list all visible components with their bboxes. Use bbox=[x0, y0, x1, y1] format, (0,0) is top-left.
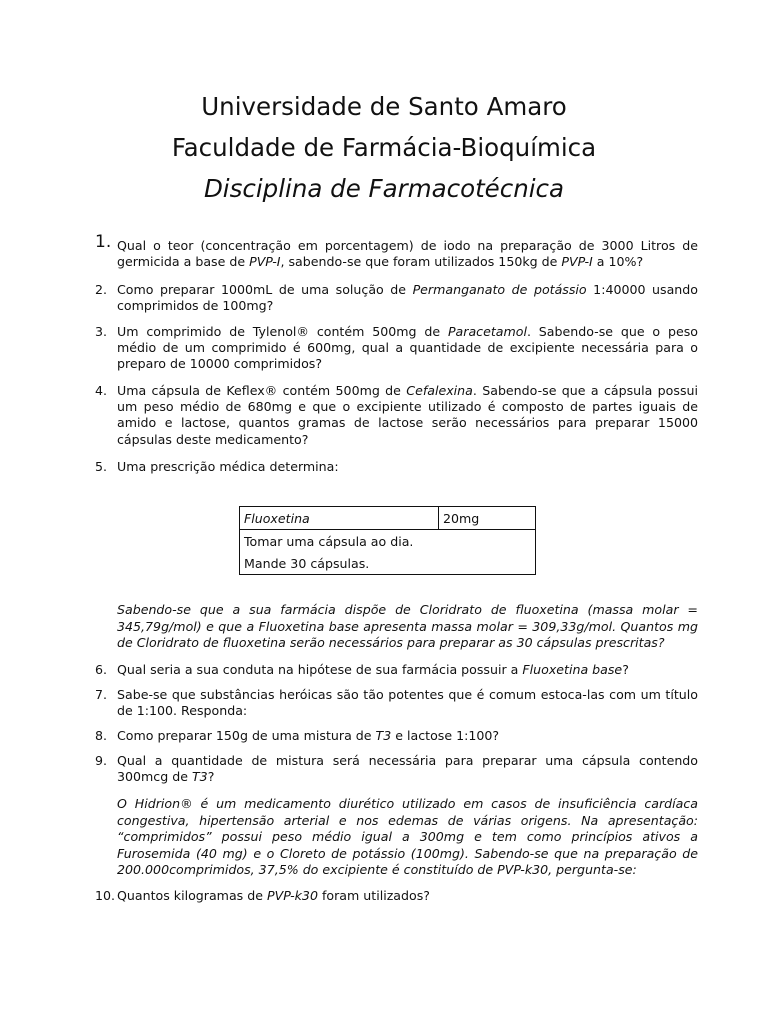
text-segment: Como preparar 1000mL de uma solução de bbox=[117, 282, 413, 297]
text-segment: , sabendo-se que foram utilizados 150kg de bbox=[280, 254, 562, 270]
italic-term: PVP-I bbox=[249, 254, 281, 270]
italic-term: Paracetamol bbox=[447, 324, 527, 339]
question-3 bbox=[95, 324, 698, 373]
question-text bbox=[117, 324, 698, 373]
question-10 bbox=[95, 888, 698, 904]
question-text bbox=[117, 383, 698, 448]
italic-term: PVP-I bbox=[561, 254, 593, 270]
question-2 bbox=[95, 282, 698, 314]
text-segment: . Sabendo-se que a cápsula possui um peso médio de 680mg e que o excipiente utilizado é composto de partes iguais de amido e lactose, quantos gramas de lactose serão necessários para preparar 15000 cápsulas deste medicamento? bbox=[117, 383, 698, 447]
text-segment: 1:40000 usando comprimidos de 100mg? bbox=[117, 282, 698, 314]
question-number: 1. bbox=[95, 232, 112, 252]
question-number: 8. bbox=[95, 728, 108, 743]
question-number: 7. bbox=[95, 687, 108, 702]
question-6 bbox=[95, 662, 698, 678]
text-segment: Qual seria a sua conduta na hipótese de sua farmácia possuir a bbox=[117, 662, 523, 677]
question-text: Sabe-se que substâncias heróicas são tão potentes que é comum estoca-las com um título de 1:100. Responda: bbox=[117, 687, 698, 719]
prescription-table bbox=[239, 506, 536, 575]
text-segment: ? bbox=[622, 662, 629, 677]
text-segment: ? bbox=[207, 769, 215, 785]
italic-term: Fluoxetina base bbox=[522, 662, 623, 677]
question-text bbox=[117, 238, 698, 270]
prescription-quantity: Mande 30 cápsulas. bbox=[240, 552, 536, 575]
question-text bbox=[117, 662, 698, 678]
italic-term: T3 bbox=[375, 728, 392, 743]
text-segment: . Sabendo-se que o peso médio de um comprimido é 600mg, qual a quantidade de excipiente necessária para o preparo de 10000 comprimidos? bbox=[117, 324, 698, 372]
question-text bbox=[117, 753, 698, 785]
question-number: 10. bbox=[95, 888, 116, 903]
question-5 bbox=[95, 459, 698, 475]
italic-term: T3 bbox=[191, 769, 208, 785]
question-text bbox=[117, 728, 698, 744]
prescription-drug: Fluoxetina bbox=[240, 507, 439, 530]
text-segment: Qual a quantidade de mistura será necessária para preparar uma cápsula contendo 300mcg de bbox=[117, 753, 698, 785]
question-text bbox=[117, 888, 698, 904]
document-header bbox=[0, 86, 768, 209]
discipline-title: Disciplina de Farmacotécnica bbox=[203, 174, 565, 203]
italic-term: Permanganato de potássio bbox=[412, 282, 587, 297]
question-number: 5. bbox=[95, 459, 108, 474]
fluoxetine-paragraph: Sabendo-se que a sua farmácia dispõe de Cloridrato de fluoxetina (massa molar = 345,79g/mol) e que a Fluoxetina base apresenta massa molar = 309,33g/mol. Quantos mg de Cloridrato de fluoxetina serão necessários para preparar as 30 cápsulas prescritas? bbox=[117, 602, 698, 651]
question-number: 2. bbox=[95, 282, 108, 297]
university-title: Universidade de Santo Amaro bbox=[201, 92, 567, 121]
question-7 bbox=[95, 687, 698, 719]
text-segment: a 10%? bbox=[592, 254, 644, 270]
question-4 bbox=[95, 383, 698, 448]
text-segment: foram utilizados? bbox=[317, 888, 430, 903]
hidrion-paragraph: O Hidrion® é um medicamento diurético utilizado em casos de insuficiência cardíaca congestiva, hipertensão arterial e nos edemas de várias origens. Na apresentação: “comprimidos” possui peso médio igual a 300mg e tem como princípios ativos a Furosemida (40 mg) e o Cloreto de potássio (100mg). Sabendo-se que na preparação de 200.000comprimidos, 37,5% do excipiente é constituído de PVP-k30, pergunta-se: bbox=[117, 796, 698, 878]
question-text: Uma prescrição médica determina: bbox=[117, 459, 339, 474]
question-number: 6. bbox=[95, 662, 108, 677]
prescription-dose: 20mg bbox=[439, 507, 536, 530]
text-segment: Qual o teor (concentração em porcentagem) de iodo na preparação de 3000 Litros de germicida a base de bbox=[117, 238, 698, 270]
italic-term: Cefalexina bbox=[406, 383, 473, 398]
question-9 bbox=[95, 753, 698, 785]
prescription-instruction: Tomar uma cápsula ao dia. bbox=[240, 530, 536, 553]
question-8 bbox=[95, 728, 698, 744]
question-text bbox=[117, 282, 698, 314]
question-number: 3. bbox=[95, 324, 108, 339]
text-segment: e lactose 1:100? bbox=[391, 728, 500, 743]
question-1 bbox=[95, 232, 698, 270]
italic-term: PVP-k30 bbox=[266, 888, 318, 903]
text-segment: Um comprimido de Tylenol® contém 500mg de bbox=[117, 324, 448, 339]
question-number: 4. bbox=[95, 383, 108, 398]
text-segment: Como preparar 150g de uma mistura de bbox=[117, 728, 376, 743]
text-segment: Quantos kilogramas de bbox=[117, 888, 267, 903]
question-number: 9. bbox=[95, 753, 108, 768]
faculty-title: Faculdade de Farmácia-Bioquímica bbox=[171, 133, 597, 162]
text-segment: Uma cápsula de Keflex® contém 500mg de bbox=[117, 383, 407, 398]
